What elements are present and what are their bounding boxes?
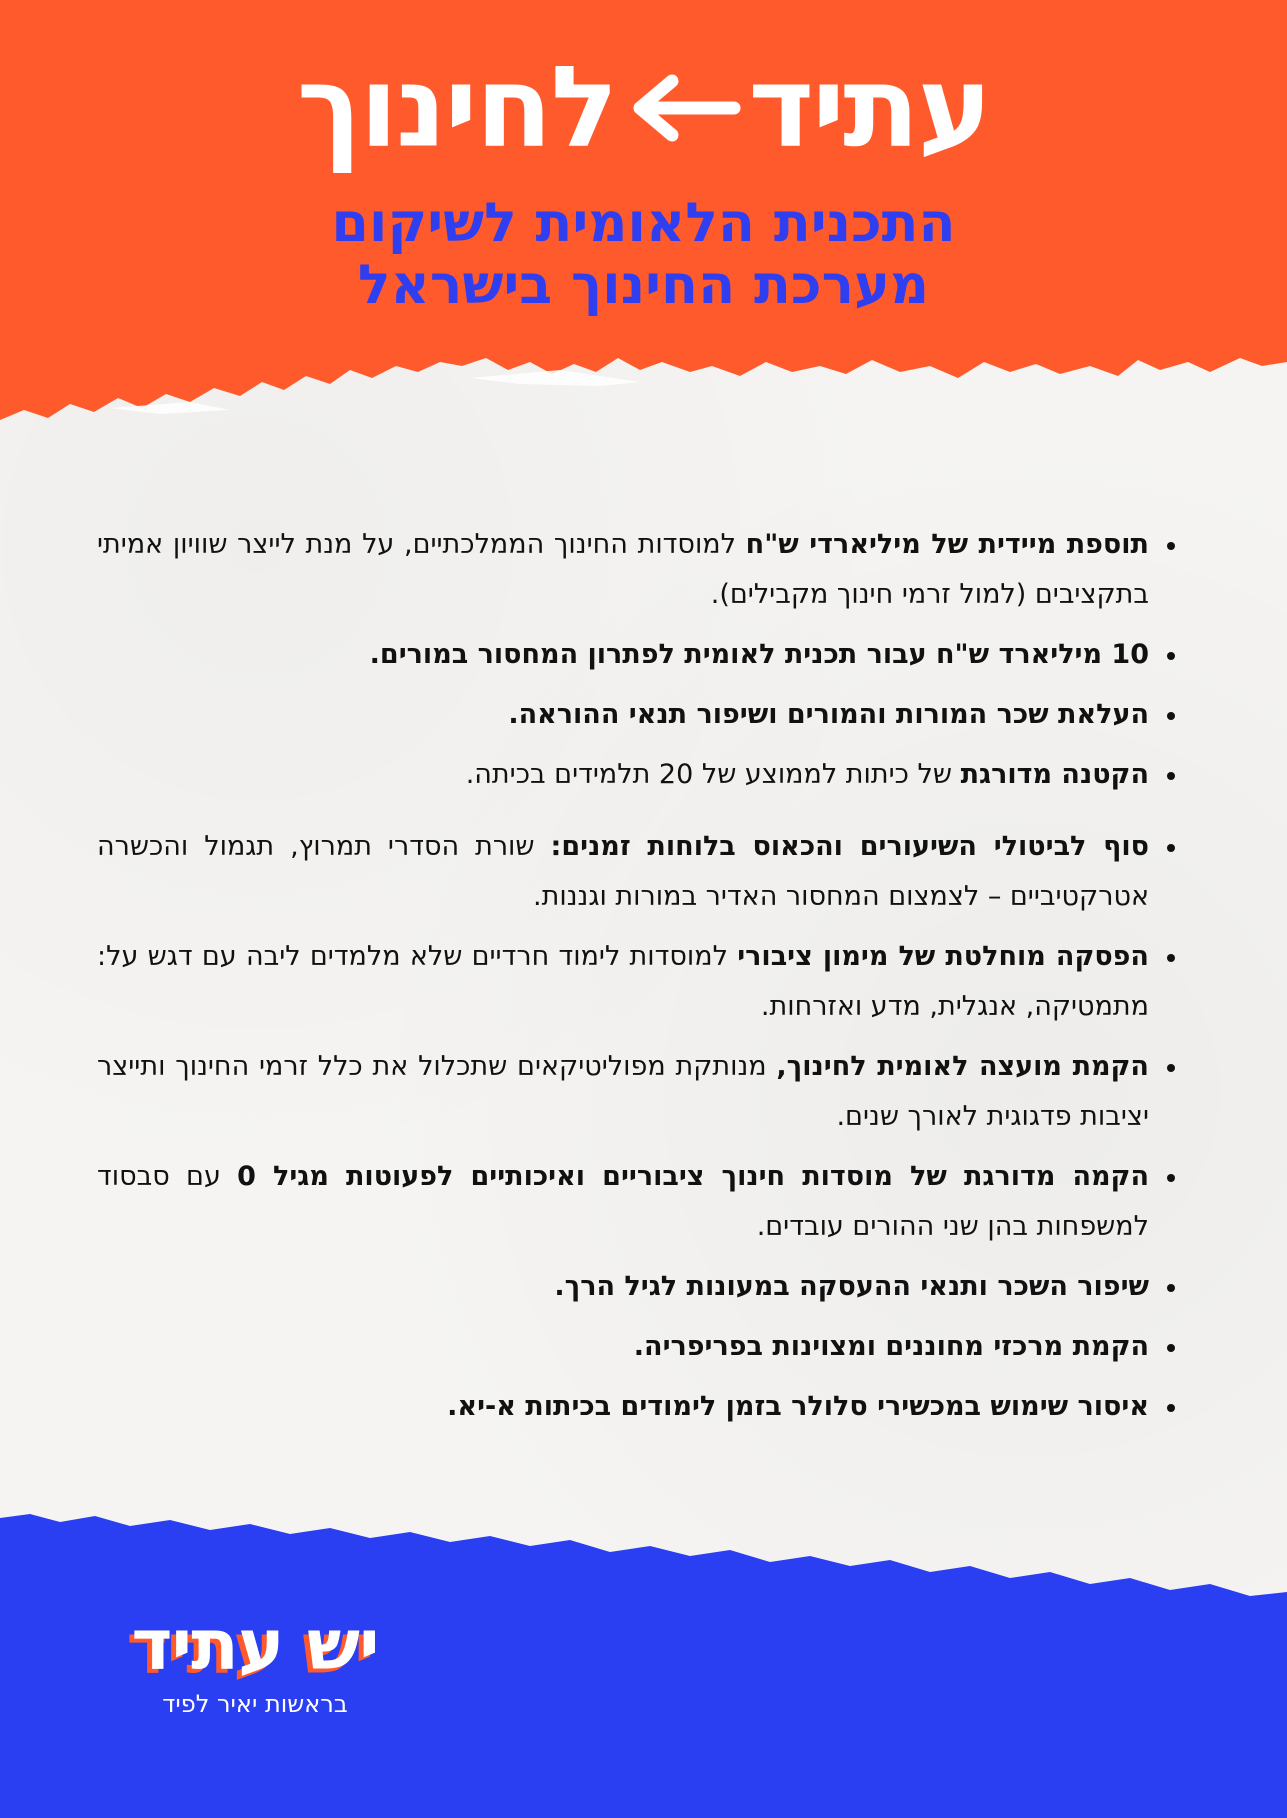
bullet-item [97,1262,1177,1312]
subtitle-line-1: התכנית הלאומית לשיקום [331,191,956,254]
party-name: יש עתיד [131,1604,379,1686]
bullet-item [97,1152,1177,1252]
bullet-bold: תוספת מיידית של מיליארדי ש"ח [745,529,1149,560]
bullet-bold: העלאת שכר המורות והמורים ושיפור תנאי ההוראה. [508,699,1149,730]
bullet-bold: סוף לביטולי השיעורים והכאוס בלוחות זמנים: [550,831,1149,862]
bullet-bold: הקמה מדורגת של מוסדות חינוך ציבוריים ואיכותיים לפעוטות מגיל 0 [237,1161,1149,1192]
bullet-item [97,1042,1177,1142]
bullet-item [97,690,1177,740]
bullet-text: שורת הסדרי תמרוץ, תגמול והכשרה אטרקטיביים – לצמצום המחסור האדיר במורות וגננות. [97,831,1149,912]
subtitle-line-2: מערכת החינוך בישראל [357,253,930,316]
bullet-text: למוסדות לימוד חרדיים שלא מלמדים ליבה עם דגש על: מתמטיקה, אנגלית, מדע ואזרחות. [97,941,1149,1022]
headline [0,43,1287,173]
bullet-item [97,520,1177,620]
bullet-bold: איסור שימוש במכשירי סלולר בזמן לימודים בכיתות א-יא. [447,1391,1149,1422]
bullet-item [97,750,1177,800]
bullet-item [97,630,1177,680]
bullet-bold: שיפור השכר ותנאי ההעסקה במעונות לגיל הרך. [554,1271,1149,1302]
bullet-item [97,822,1177,922]
program-bullet-list [97,520,1177,1442]
bullet-text: עם סבסוד למשפחות בהן שני ההורים עובדים. [97,1161,1149,1242]
bullet-bold: הקטנה מדורגת [960,759,1149,790]
bullet-item [97,1322,1177,1372]
bullet-text: למוסדות החינוך הממלכתיים, על מנת לייצר שוויון אמיתי בתקציבים (למול זרמי חינוך מקבילים). [97,529,1149,610]
bullet-item [97,932,1177,1032]
bullet-bold: הקמת מועצה לאומית לחינוך, [776,1051,1149,1082]
bullet-bold: הפסקה מוחלטת של מימון ציבורי [737,941,1149,972]
headline-word-education: לחינוך [296,43,617,173]
bullet-bold: 10 מיליארד ש"ח עבור תכנית לאומית לפתרון המחסור במורים. [369,639,1149,670]
bullet-text: של כיתות לממוצע של 20 תלמידים בכיתה. [465,759,961,790]
party-logo [100,1604,410,1718]
party-leader-subtitle: בראשות יאיר לפיד [162,1690,348,1718]
bullet-item [97,1382,1177,1432]
bullet-text: מנותקת מפוליטיקאים שתכלול את כלל זרמי החינוך ותייצר יציבות פדגוגית לאורך שנים. [97,1051,1149,1132]
bullet-bold: הקמת מרכזי מחוננים ומצוינות בפריפריה. [633,1331,1149,1362]
headline-word-future: עתיד [748,43,991,173]
left-arrow-icon [622,73,742,143]
subtitle [0,192,1287,316]
